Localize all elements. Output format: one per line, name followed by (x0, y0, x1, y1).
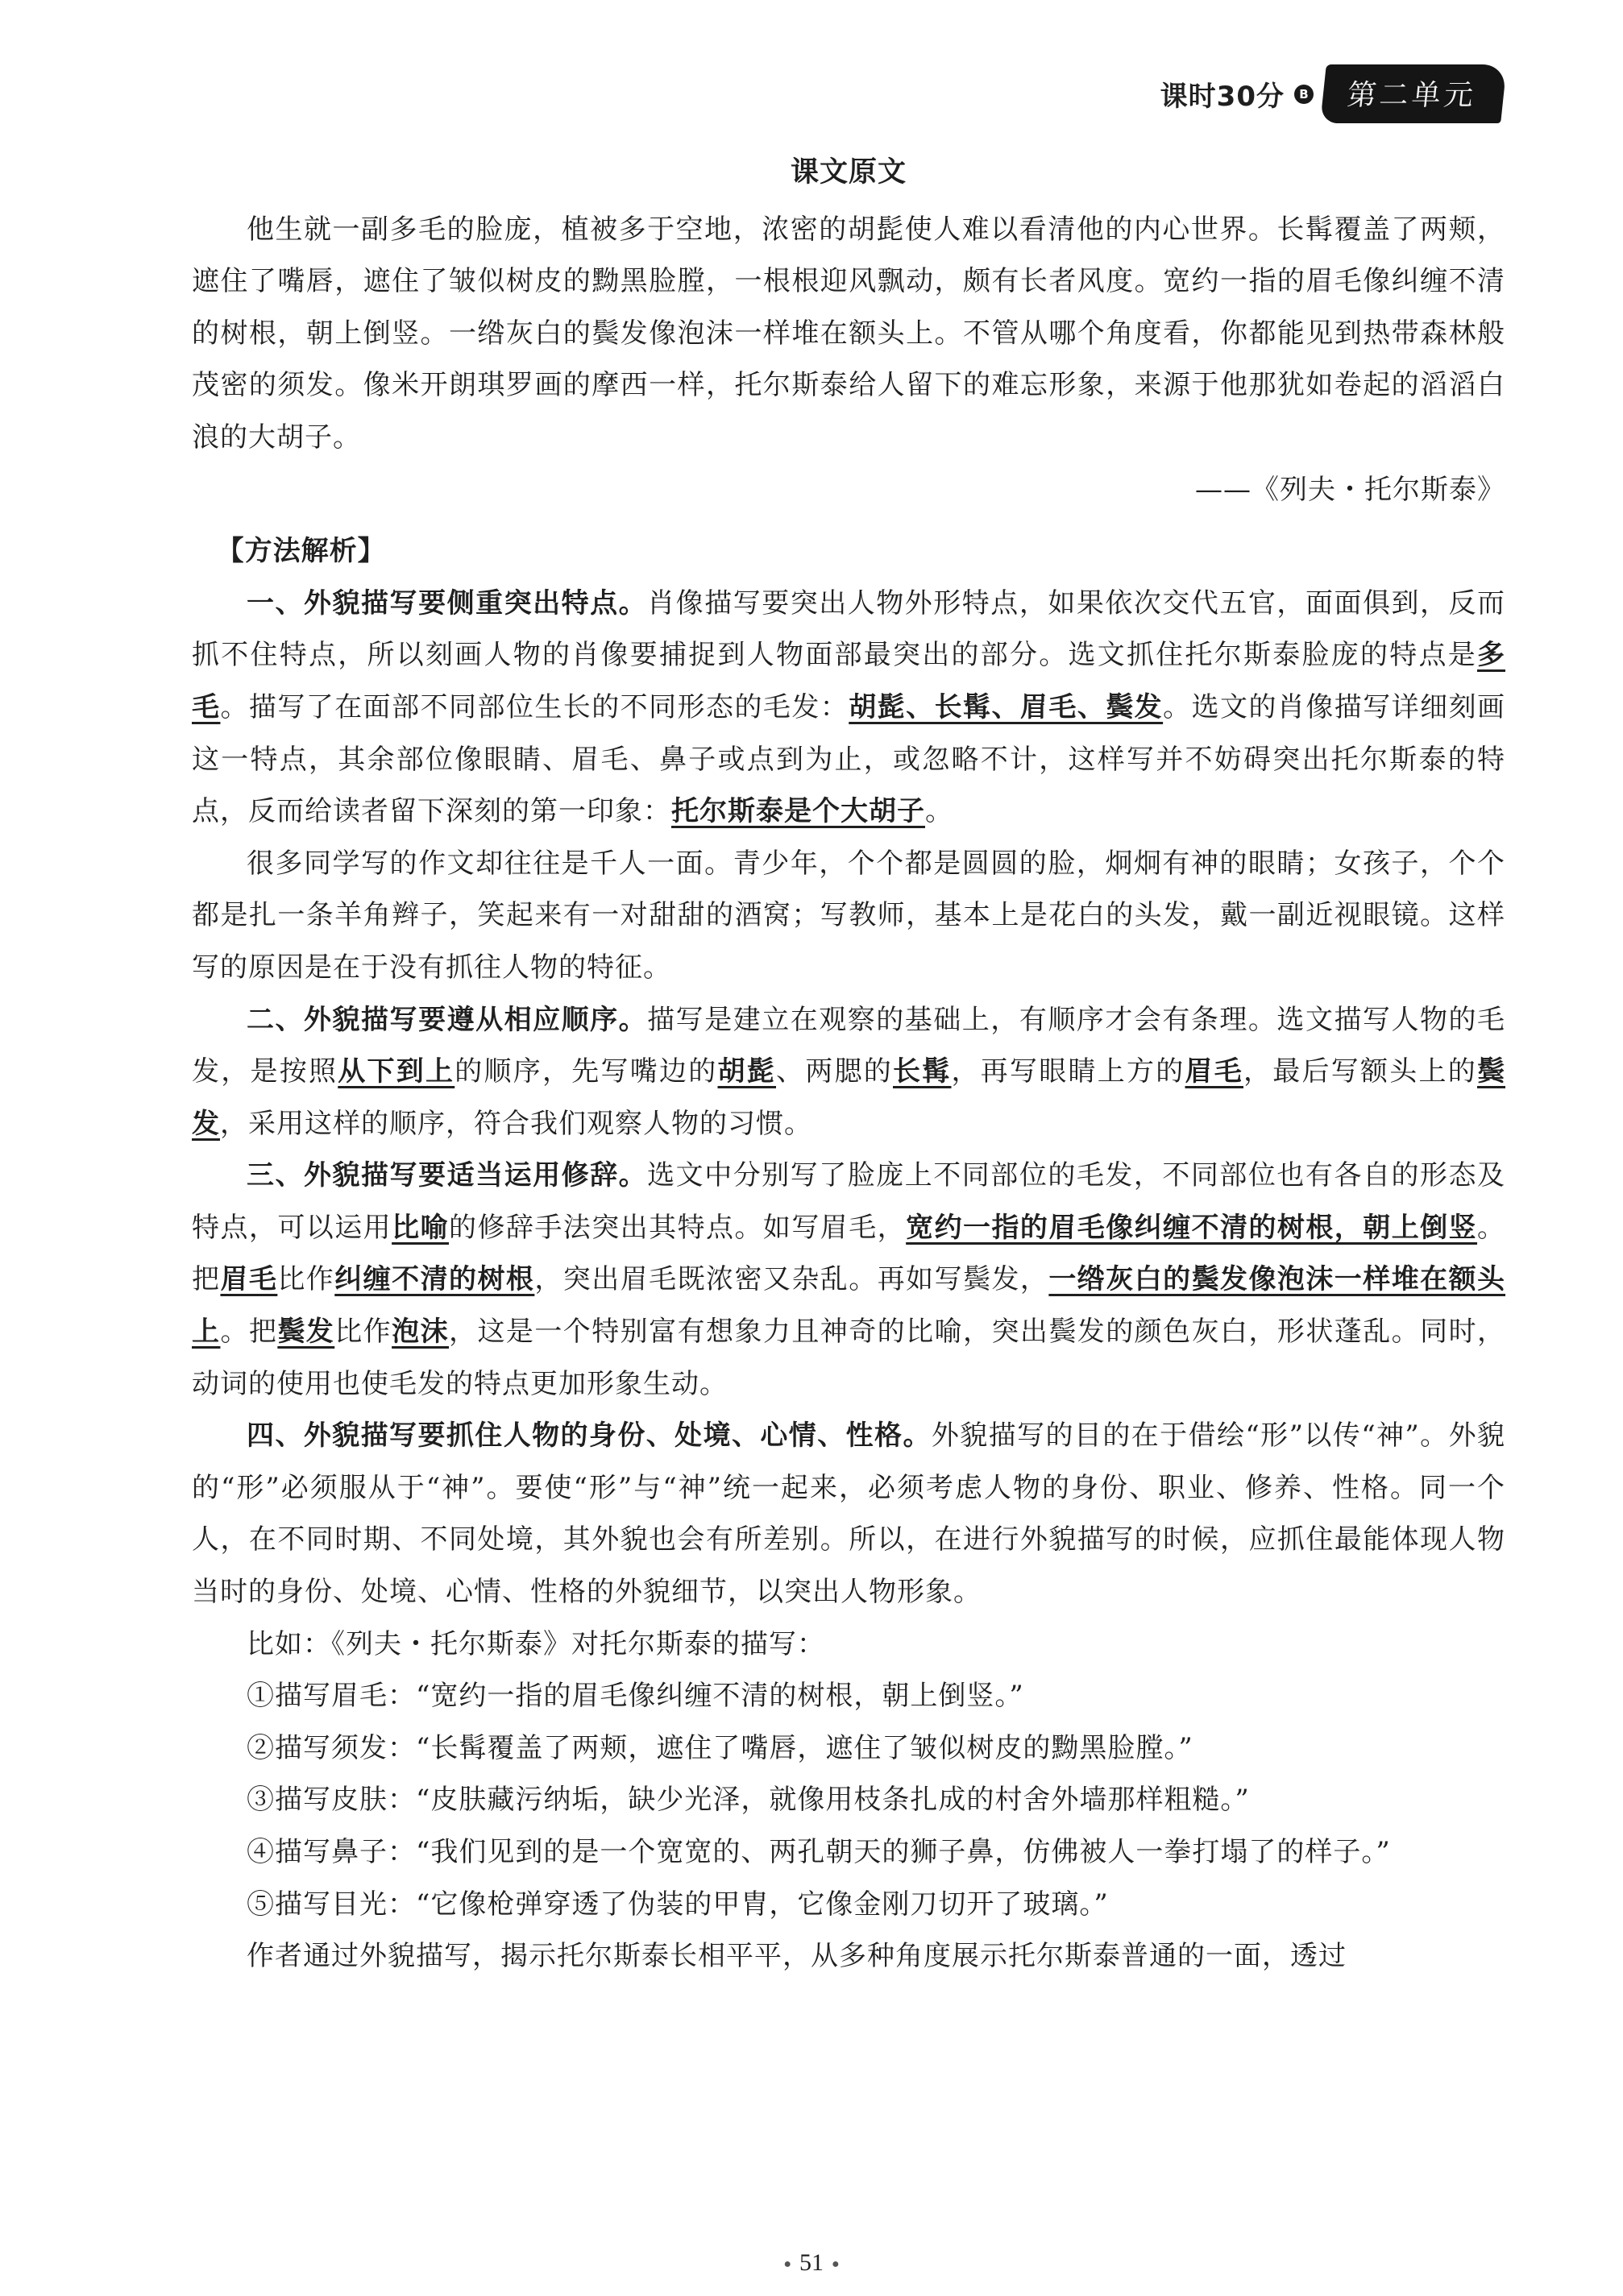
method-1-text: 肖像描写要突出人物外形特点，如果依次交代五官，面面俱到，反而抓不住特点，所以刻画人物的肖像要捕捉到人物面部最突出的部分。选文抓住托尔斯泰脸庞的特点是 (192, 586, 1506, 672)
method-2-text: 、两腮的 (776, 1055, 893, 1088)
method-2-text: 描写是建立在观察的基础上，有顺序才会有条理。选文描写人物的毛发，是按照 (192, 1003, 1506, 1088)
closing-paragraph: 作者通过外貌描写，揭示托尔斯泰长相平平，从多种角度展示托尔斯泰普通的一面，透过 (247, 1940, 1347, 1973)
method-2-text: ，再写眼睛上方的 (951, 1055, 1185, 1088)
method-point-3 (192, 1150, 1505, 1410)
example-item: ④描写鼻子：“我们见到的是一个宽宽的、两孔朝天的狮子鼻，仿佛被人一拳打塌了的样子。” (247, 1836, 1391, 1868)
method-3-text: ，突出眉毛既浓密又杂乱。再如写鬓发， (534, 1263, 1049, 1296)
keyword: 比喻 (392, 1211, 450, 1244)
keyword: 鬓发 (277, 1316, 335, 1349)
method-2-text: ，采用这样的顺序，符合我们观察人物的习惯。 (220, 1107, 812, 1140)
method-3-text: 。把 (192, 1211, 1506, 1296)
dot-icon: ● (783, 2257, 791, 2272)
keyword: 多毛 (192, 639, 1505, 723)
method-3-text: ，这是一个特别富有想象力且神奇的比喻，突出鬓发的颜色灰白，形状蓬乱。同时，动词的使用也使毛发的特点更加形象生动。 (192, 1316, 1506, 1400)
dot-icon: ● (832, 2257, 840, 2272)
section-title: 课文原文 (790, 156, 907, 189)
page-number (0, 2249, 1623, 2277)
keyword: 从下到上 (338, 1055, 455, 1088)
method-1-text: 。选文的肖像描写详细刻画这一特点，其余部位像眼睛、眉毛、鼻子或点到为止，或忽略不计，这样写并不妨碍突出托尔斯泰的特点，反而给读者留下深刻的第一印象： (192, 690, 1506, 828)
example-intro: 比如：《列夫・托尔斯泰》对托尔斯泰的描写： (247, 1627, 825, 1660)
method-4-lead: 四、外貌描写要抓住人物的身份、处境、心情、性格。 (247, 1419, 932, 1453)
method-3-text: 。把 (220, 1316, 278, 1349)
method-2-lead: 二、外貌描写要遵从相应顺序。 (247, 1003, 648, 1036)
method-point-4 (192, 1410, 1505, 1618)
method-point-2 (192, 994, 1505, 1150)
method-4-text: 外貌描写的目的在于借绘“形”以传“神”。外貌的“形”必须服从于“神”。要使“形”与“神”统一起来，必须考虑人物的身份、职业、修养、性格。同一个人，在不同时期、不同处境，其外貌也会有所差别。所以，在进行外貌描写的时候，应抓住最能体现人物当时的身份、处境、心情、性格的外貌细节，以突出人物形象。 (192, 1419, 1506, 1609)
page-body (192, 147, 1505, 1983)
common-mistake-paragraph: 很多同学写的作文却往往是千人一面。青少年，个个都是圆圆的脸，炯炯有神的眼睛；女孩子，个个都是扎一条羊角辫子，笑起来有一对甜甜的酒窝；写教师，基本上是花白的头发，戴一副近视眼镜。这样写的原因是在于没有抓往人物的特征。 (192, 847, 1505, 984)
original-text: 他生就一副多毛的脸庞，植被多于空地，浓密的胡髭使人难以看清他的内心世界。长髯覆盖了两颊，遮住了嘴唇，遮住了皱似树皮的黝黑脸膛，一根根迎风飘动，颇有长者风度。宽约一指的眉毛像纠缠不清的树根，朝上倒竖。一绺灰白的鬓发像泡沫一样堆在额头上。不管从哪个角度看，你都能见到热带森林般茂密的须发。像米开朗琪罗画的摩西一样，托尔斯泰给人留下的难忘形象，来源于他那犹如卷起的滔滔白浪的大胡子。 (192, 213, 1505, 454)
keyword: 眉毛 (220, 1263, 278, 1296)
method-3-text: 的修辞手法突出其特点。如写眉毛， (449, 1211, 907, 1244)
method-2-text: 的顺序，先写嘴边的 (455, 1055, 718, 1088)
example-item: ⑤描写目光：“它像枪弹穿透了伪装的甲胄，它像金刚刀切开了玻璃。” (247, 1888, 1109, 1921)
keyword: 托尔斯泰是个大胡子 (671, 795, 925, 828)
unit-banner: 第二单元 (1320, 64, 1507, 123)
method-3-text: 比作 (334, 1316, 392, 1349)
method-analysis-label: 【方法解析】 (216, 535, 386, 568)
method-1-text: 。 (925, 795, 953, 828)
keyword: 纠缠不清的树根 (334, 1263, 535, 1296)
keyword: 一绺灰白的鬓发像泡沫一样堆在额头上 (192, 1263, 1506, 1349)
example-item: ③描写皮肤：“皮肤藏污纳垢，缺少光泽，就像用枝条扎成的村舍外墙那样粗糙。” (247, 1784, 1250, 1817)
keyword: 眉毛 (1185, 1055, 1243, 1088)
method-3-lead: 三、外貌描写要适当运用修辞。 (247, 1159, 648, 1192)
method-1-lead: 一、外貌描写要侧重突出特点。 (247, 586, 648, 620)
header-badge-icon: B (1294, 85, 1314, 104)
header-label: 课时30分 (1160, 81, 1285, 113)
example-item: ①描写眉毛：“宽约一指的眉毛像纠缠不清的树根，朝上倒竖。” (247, 1680, 1024, 1713)
method-2-text: ，最后写额头上的 (1243, 1055, 1477, 1088)
method-3-text: 比作 (277, 1263, 335, 1296)
page-header (1160, 64, 1504, 123)
keyword: 胡髭、长髯、眉毛、鬓发 (849, 690, 1164, 723)
keyword: 胡髭 (717, 1055, 776, 1088)
keyword: 鬓发 (192, 1055, 1505, 1140)
keyword: 长髯 (893, 1055, 952, 1088)
keyword: 宽约一指的眉毛像纠缠不清的树根，朝上倒竖 (906, 1211, 1478, 1244)
example-item: ②描写须发：“长髯覆盖了两颊，遮住了嘴唇，遮住了皱似树皮的黝黑脸膛。” (247, 1731, 1193, 1764)
page-number-value: 51 (799, 2249, 824, 2276)
source-citation: ——《列夫・托尔斯泰》 (1195, 473, 1505, 506)
method-point-1 (192, 578, 1505, 838)
method-1-text: 。描写了在面部不同部位生长的不同形态的毛发： (220, 690, 849, 723)
method-3-text: 选文中分别写了脸庞上不同部位的毛发，不同部位也有各自的形态及特点，可以运用 (192, 1159, 1506, 1244)
keyword: 泡沫 (392, 1316, 450, 1349)
